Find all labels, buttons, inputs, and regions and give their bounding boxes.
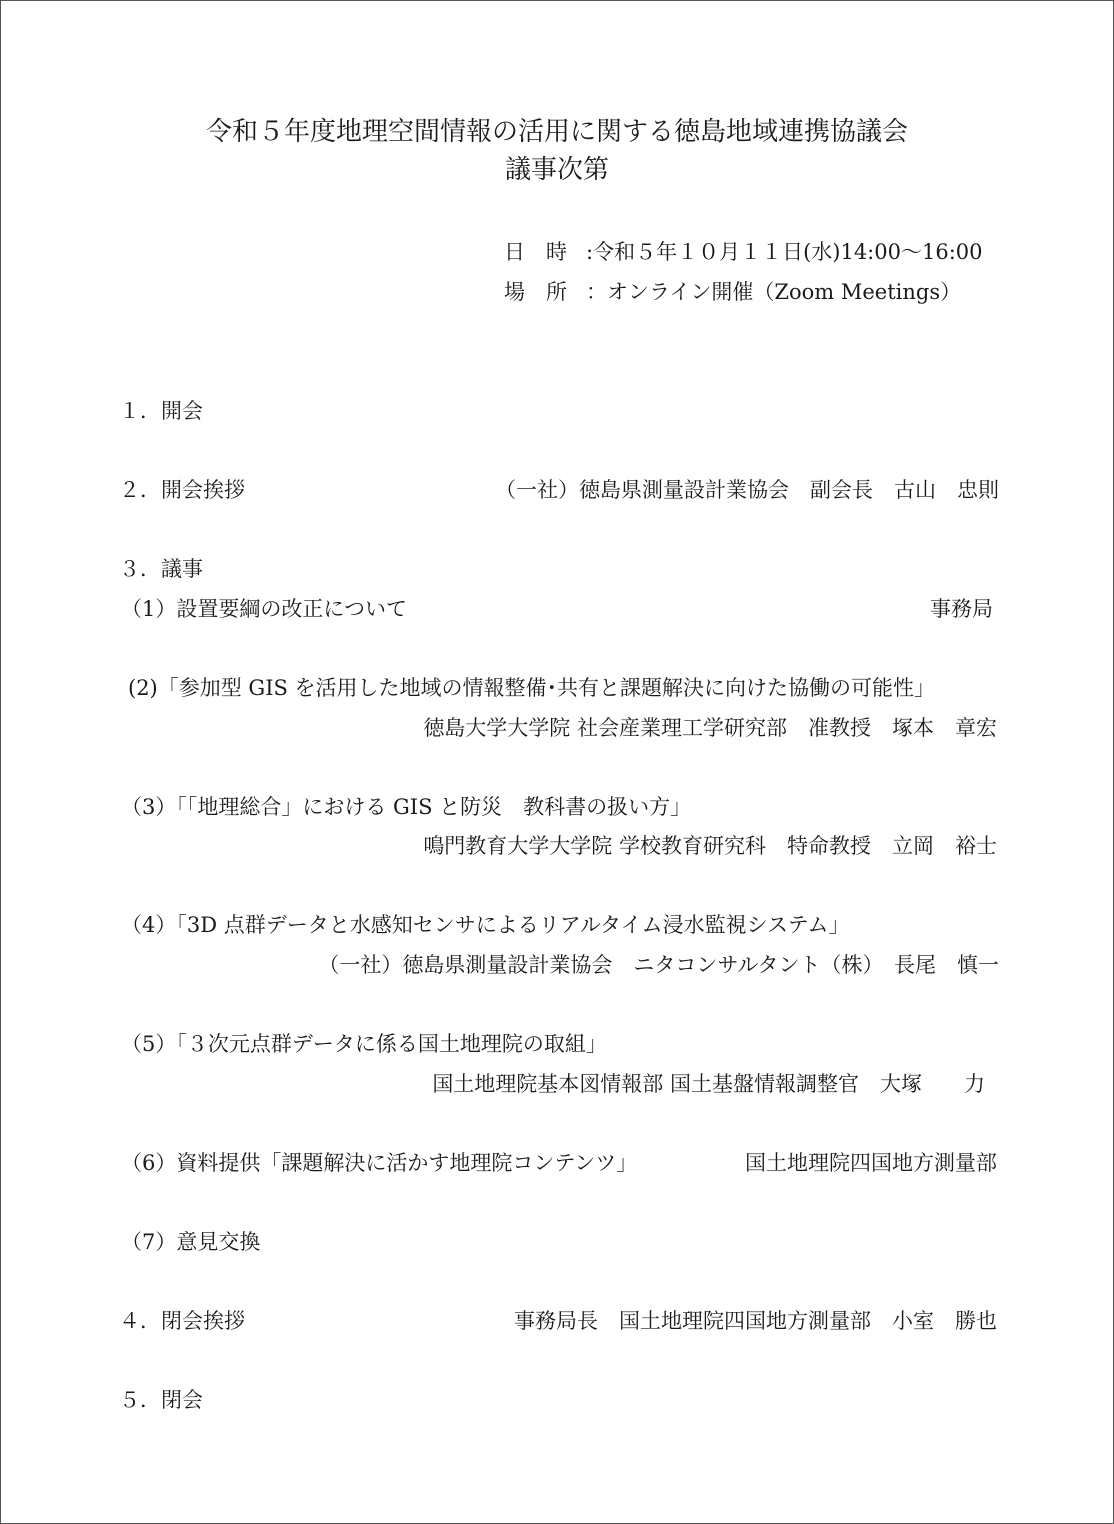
document-title: 令和５年度地理空間情報の活用に関する徳島地域連携協議会 xyxy=(205,117,908,147)
place-label: 場 所 xyxy=(504,280,567,304)
proceedings-sub3: （3）「｢地理総合」における GIS と防災 教科書の扱い方」 xyxy=(121,795,692,819)
proceedings-sub5-speaker: 国土地理院基本図情報部 国土基盤情報調整官 大塚 力 xyxy=(432,1072,985,1096)
opening-remarks-speaker: （一社）徳島県測量設計業協会 副会長 古山 忠則 xyxy=(495,478,999,502)
meeting-place xyxy=(504,277,961,307)
proceedings-sub6: （6）資料提供「課題解決に活かす地理院コンテンツ」 xyxy=(121,1151,638,1175)
closing-remarks-speaker: 事務局長 国土地理院四国地方測量部 小室 勝也 xyxy=(514,1309,997,1333)
datetime-label: 日 時 xyxy=(504,240,567,264)
agenda-item-proceedings: ３．議事 xyxy=(119,557,203,581)
meeting-datetime xyxy=(504,237,983,267)
proceedings-sub2: (2)「参加型 GIS を活用した地域の情報整備･共有と課題解決に向けた協働の可能性」 xyxy=(128,676,936,700)
document-subtitle: 議事次第 xyxy=(504,155,609,185)
proceedings-sub5: （5）「３次元点群データに係る国土地理院の取組」 xyxy=(121,1032,607,1056)
proceedings-sub6-speaker: 国土地理院四国地方測量部 xyxy=(745,1151,997,1175)
proceedings-sub1: （1）設置要綱の改正について xyxy=(121,597,407,621)
proceedings-sub1-speaker: 事務局 xyxy=(930,597,993,621)
proceedings-sub4: （4）「3D 点群データと水感知センサによるリアルタイム浸水監視システム」 xyxy=(121,913,850,937)
proceedings-sub2-speaker: 徳島大学大学院 社会産業理工学研究部 准教授 塚本 章宏 xyxy=(423,716,997,740)
datetime-value: :令和５年１０月１１日(水)14:00～16:00 xyxy=(586,240,983,264)
agenda-item-opening: １．開会 xyxy=(119,399,203,423)
proceedings-sub7: （7）意見交換 xyxy=(121,1230,261,1254)
agenda-item-opening-remarks: ２．開会挨拶 xyxy=(119,478,245,502)
proceedings-sub4-speaker: （一社）徳島県測量設計業協会 ニタコンサルタント（株） 長尾 慎一 xyxy=(318,953,999,977)
agenda-item-closing-remarks: ４．閉会挨拶 xyxy=(119,1309,245,1333)
proceedings-sub3-speaker: 鳴門教育大学大学院 学校教育研究科 特命教授 立岡 裕士 xyxy=(423,834,997,858)
place-value: ：オンライン開催（Zoom Meetings） xyxy=(586,280,962,304)
agenda-item-closing: ５．閉会 xyxy=(119,1388,203,1412)
